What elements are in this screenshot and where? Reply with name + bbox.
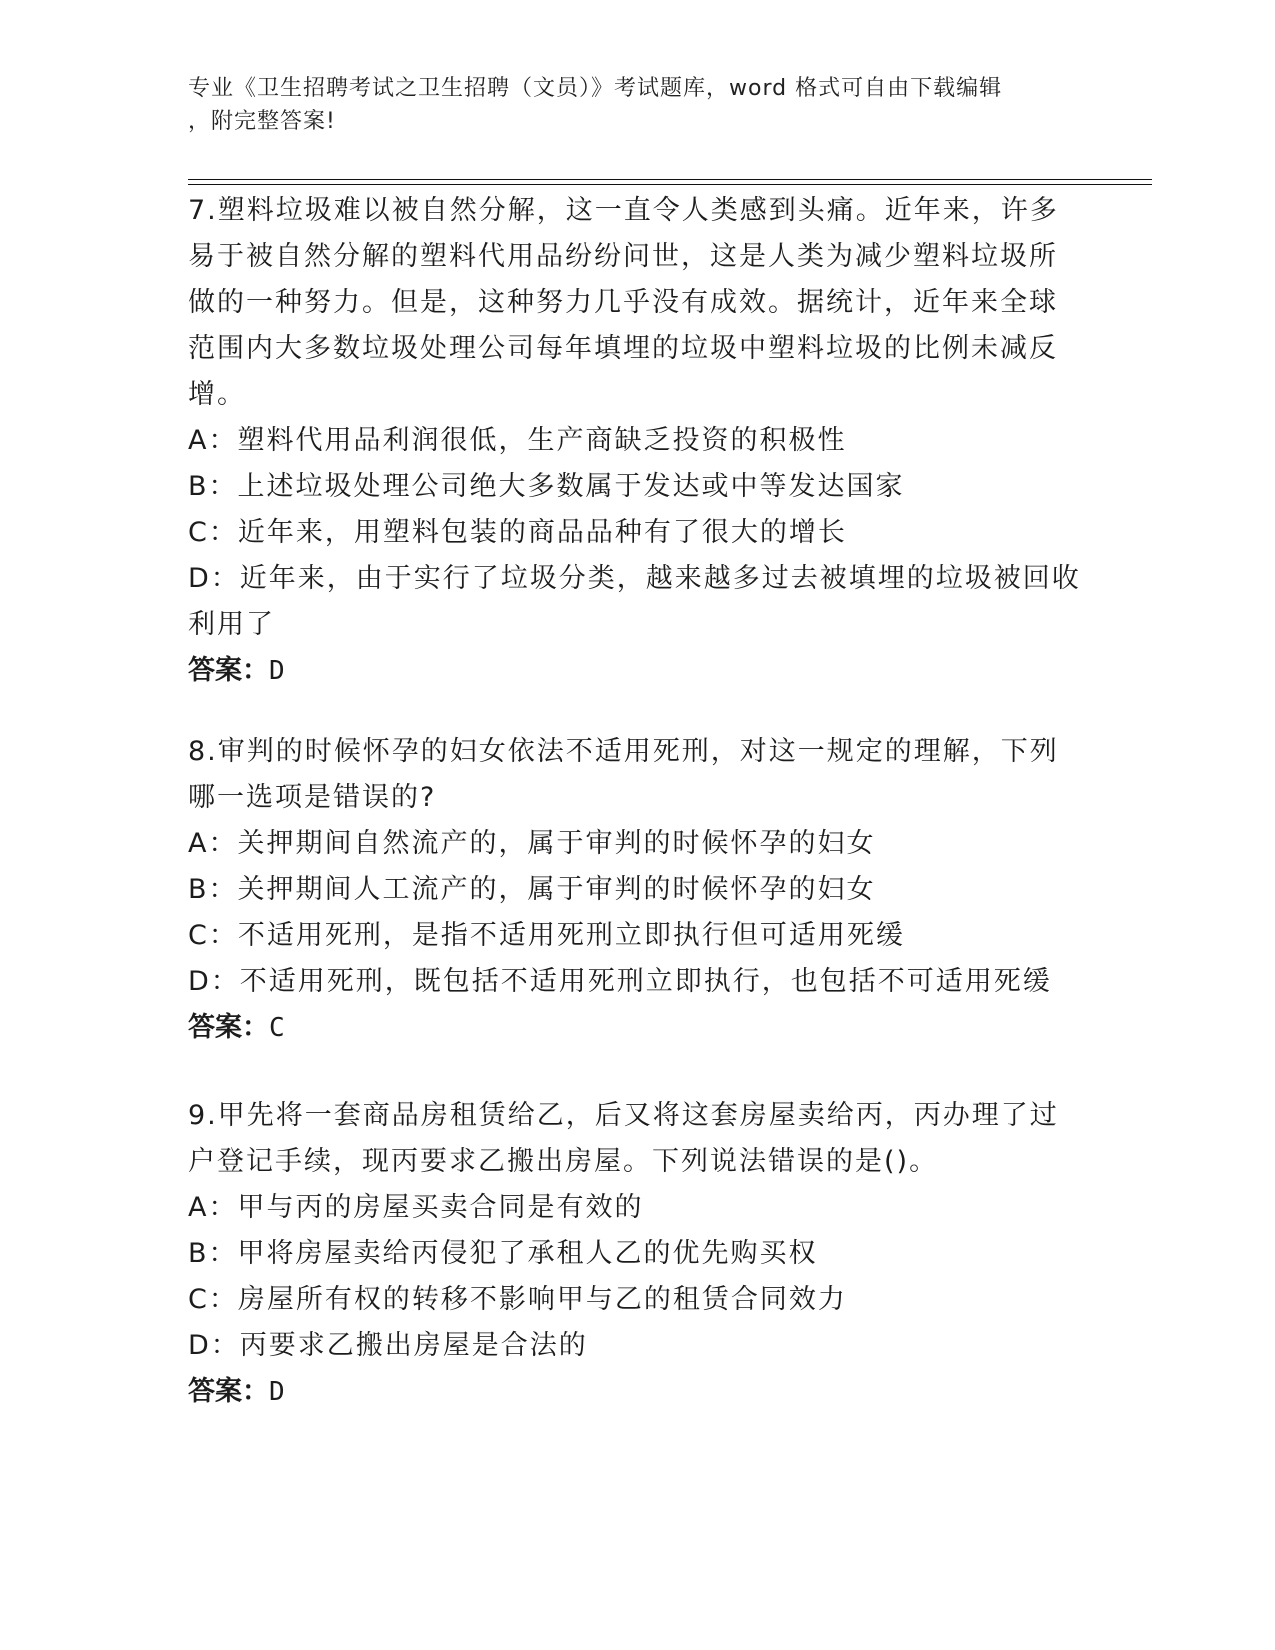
option-a: A：塑料代用品利润很低，生产商缺乏投资的积极性: [188, 425, 847, 456]
answer-line: [188, 1369, 1088, 1415]
option-b: B：关押期间人工流产的，属于审判的时候怀孕的妇女: [188, 874, 876, 905]
answer-label: 答案：: [188, 1376, 269, 1407]
answer-value: C: [269, 1013, 285, 1043]
question-stem-line: 做的一种努力。但是，这种努力几乎没有成效。据统计，近年来全球: [188, 287, 1058, 318]
question-stem-line: 8.审判的时候怀孕的妇女依法不适用死刑，对这一规定的理解，下列: [188, 736, 1059, 767]
answer-label: 答案：: [188, 1012, 269, 1043]
option-b: B：甲将房屋卖给丙侵犯了承租人乙的优先购买权: [188, 1238, 818, 1269]
option-c: C：不适用死刑，是指不适用死刑立即执行但可适用死缓: [188, 920, 905, 951]
question-stem-line: 易于被自然分解的塑料代用品纷纷问世，这是人类为减少塑料垃圾所: [188, 241, 1058, 272]
question-stem-line: 7.塑料垃圾难以被自然分解，这一直令人类感到头痛。近年来，许多: [188, 195, 1059, 226]
header-line: 专业《卫生招聘考试之卫生招聘（文员）》考试题库，word 格式可自由下载编辑: [188, 76, 1003, 101]
question-stem-line: 9.甲先将一套商品房租赁给乙，后又将这套房屋卖给丙，丙办理了过: [188, 1100, 1059, 1131]
option-c: C：近年来，用塑料包装的商品品种有了很大的增长: [188, 517, 847, 548]
header-divider: [188, 179, 1152, 180]
option-a: A：关押期间自然流产的，属于审判的时候怀孕的妇女: [188, 828, 876, 859]
question-stem-line: 增。: [188, 379, 246, 410]
option-b: B：上述垃圾处理公司绝大多数属于发达或中等发达国家: [188, 471, 905, 502]
answer-value: D: [269, 656, 285, 686]
option-c: C：房屋所有权的转移不影响甲与乙的租赁合同效力: [188, 1284, 847, 1315]
question-8: [188, 729, 1088, 1051]
question-7: [188, 188, 1088, 694]
header-divider: [188, 184, 1152, 185]
option-d: D：丙要求乙搬出房屋是合法的: [188, 1330, 588, 1361]
answer-value: D: [269, 1377, 285, 1407]
option-d: D：不适用死刑，既包括不适用死刑立即执行，也包括不可适用死缓: [188, 966, 1052, 997]
answer-label: 答案：: [188, 655, 269, 686]
option-a: A：甲与丙的房屋买卖合同是有效的: [188, 1192, 644, 1223]
answer-line: [188, 1005, 1088, 1051]
question-9: [188, 1093, 1088, 1415]
document-header: [188, 72, 1088, 138]
answer-line: [188, 648, 1088, 694]
option-d-continued: 利用了: [188, 609, 275, 640]
question-stem-line: 范围内大多数垃圾处理公司每年填埋的垃圾中塑料垃圾的比例未减反: [188, 333, 1058, 364]
option-d: D：近年来，由于实行了垃圾分类，越来越多过去被填埋的垃圾被回收: [188, 563, 1081, 594]
question-stem-line: 户登记手续，现丙要求乙搬出房屋。下列说法错误的是()。: [188, 1146, 939, 1177]
question-stem-line: 哪一选项是错误的?: [188, 782, 437, 813]
header-line: ，附完整答案!: [188, 109, 336, 134]
